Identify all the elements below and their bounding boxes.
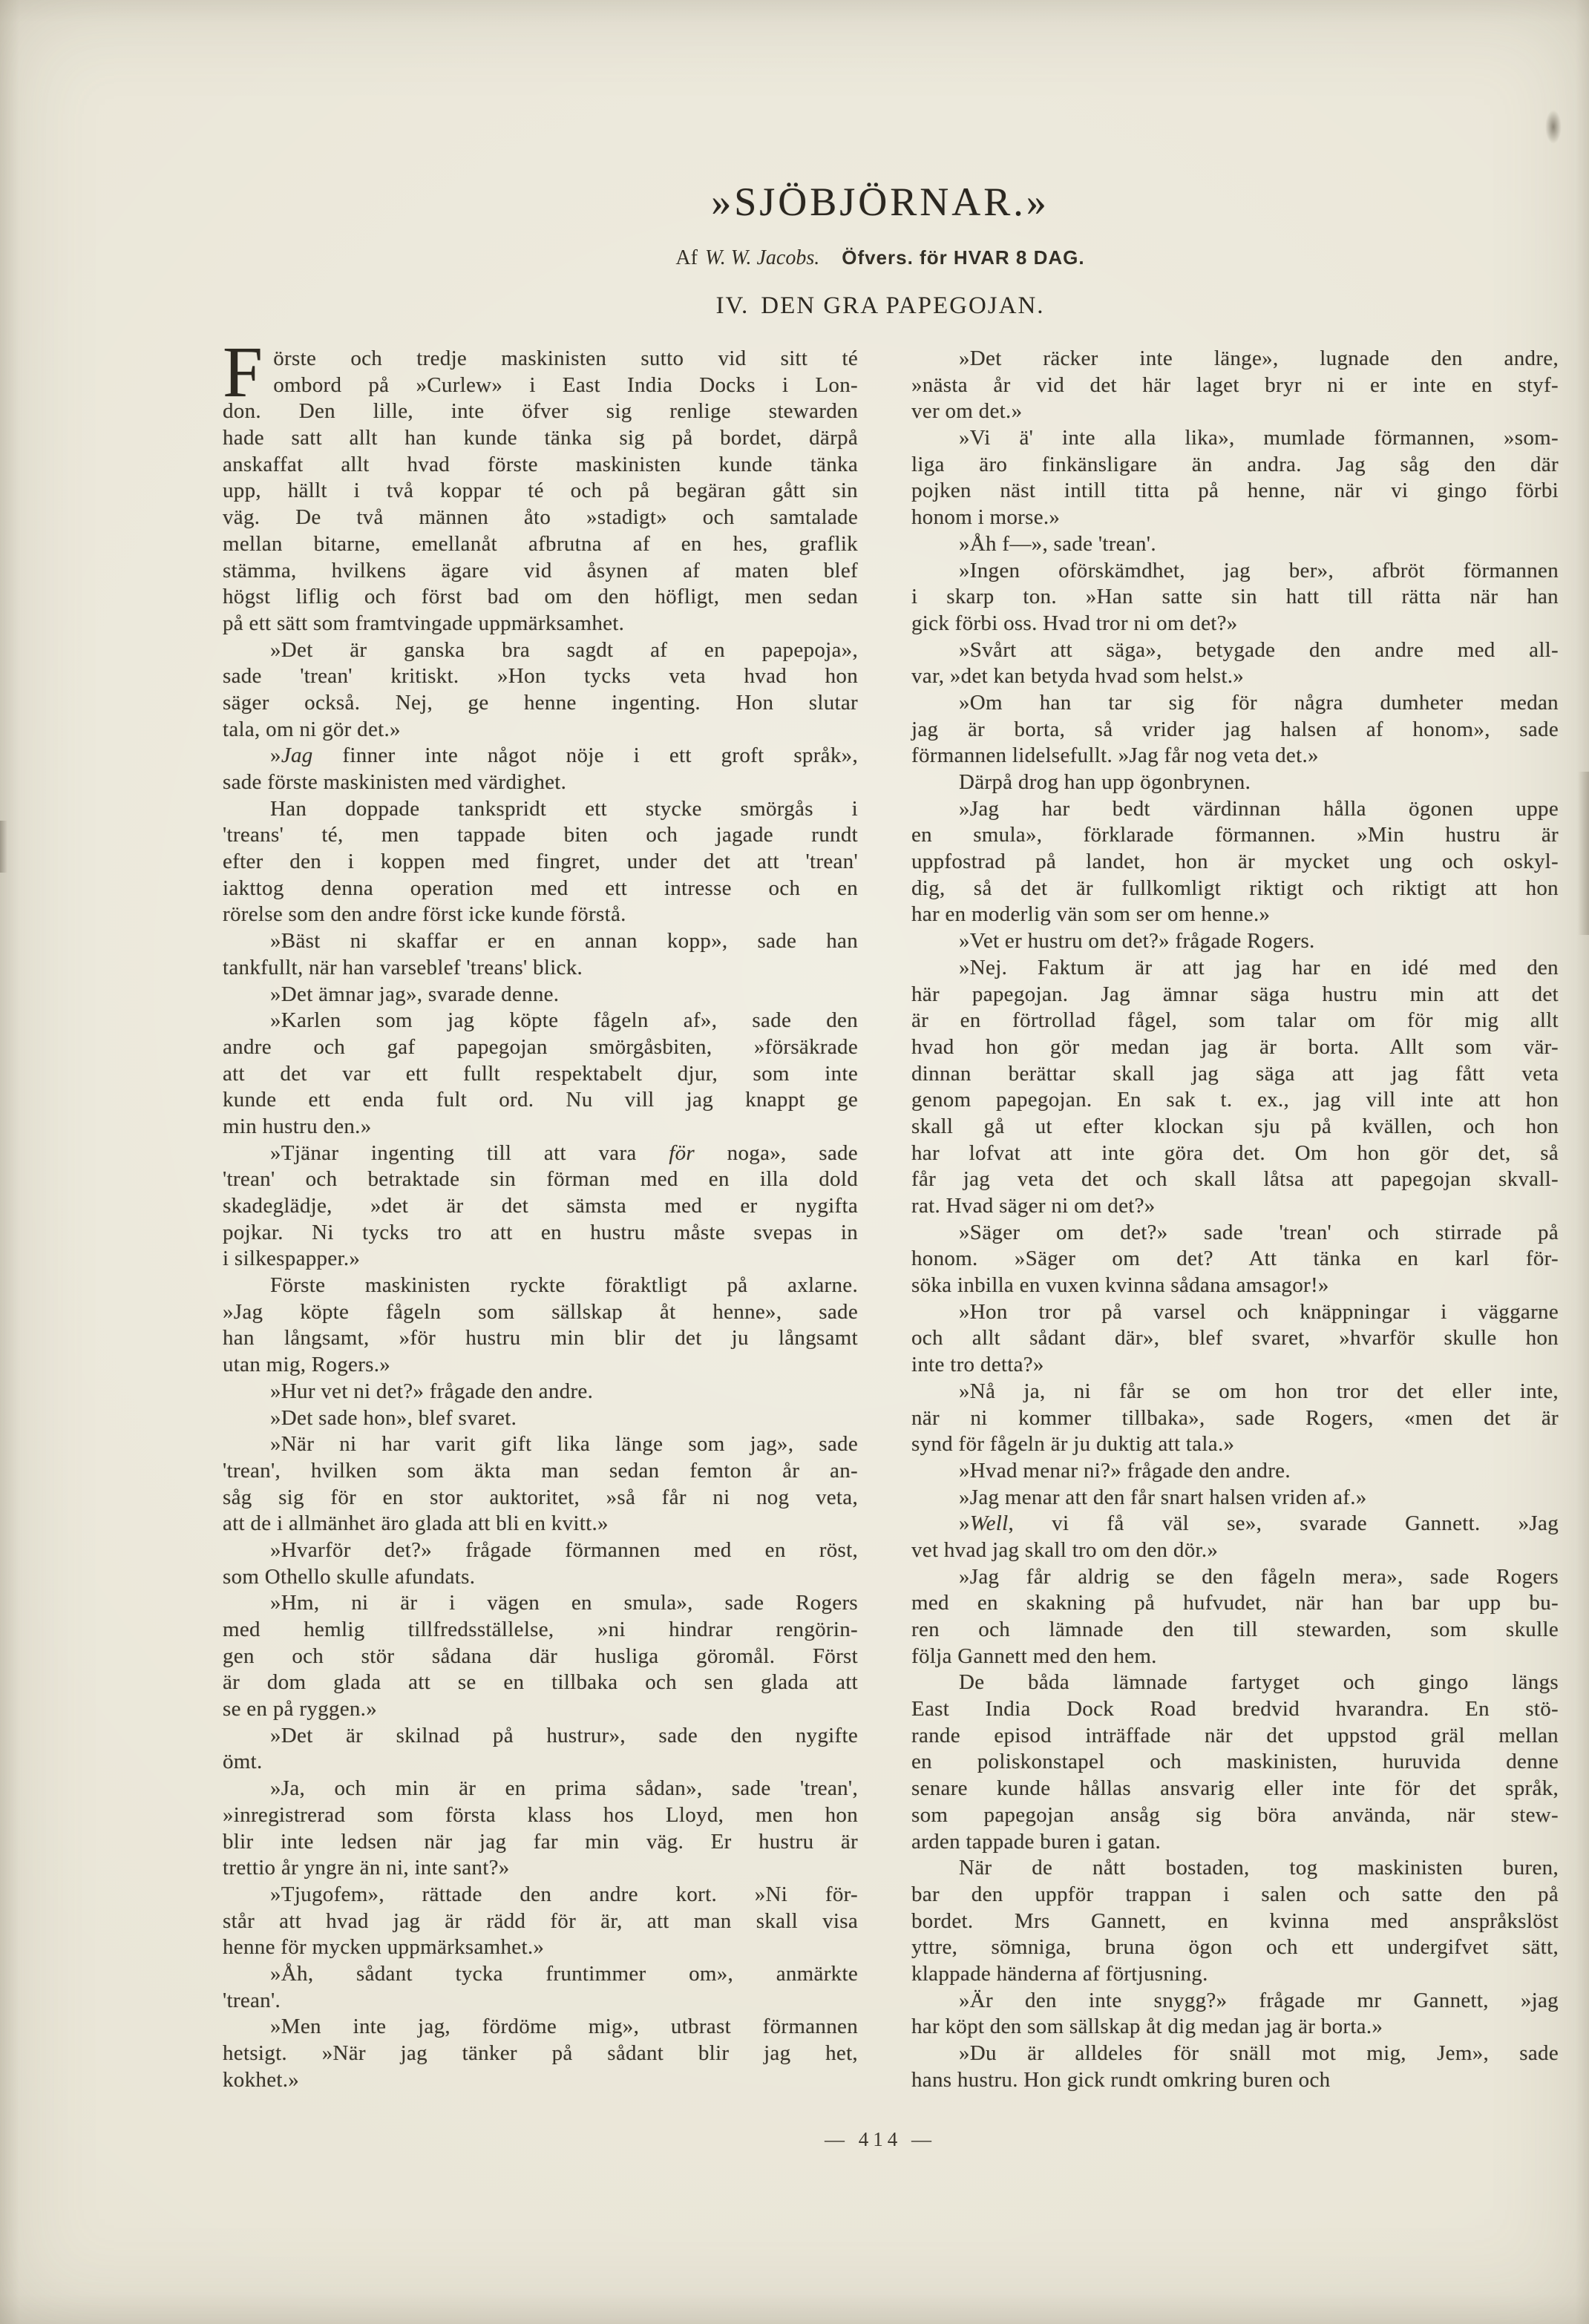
paragraph [911,955,1559,1220]
text-line: »Well, vi få väl se», svarade Gannett. »Jag [959,1511,1559,1536]
text-line: De båda lämnade fartyget och gingo längs [959,1670,1559,1695]
text-line: skall gå ut efter klockan sju på kvällen, och hon [911,1114,1559,1138]
text-line: Han doppade tankspridt ett stycke smörgås i [270,796,858,821]
text-line: »Nå ja, ni får se om hon tror det eller inte, [959,1379,1559,1403]
paragraph [223,743,858,795]
paragraph [223,637,858,744]
text-line: pojken näst intill titta på henne, när vi gingo förbi [911,479,1559,503]
text-line: »Är den inte snygg?» frågade mr Gannett, »jag [959,1988,1559,2012]
text-line: följa Gannett med den hem. [911,1644,1157,1668]
text-line: »nästa år vid det här laget bryr ni er inte en styf- [911,372,1559,397]
paragraph [223,1273,858,1379]
paragraph [911,1458,1559,1485]
text-line: söka inbilla en vuxen kvinna sådana amsagor!» [911,1273,1329,1298]
text-line: ver om det.» [911,399,1023,424]
text-line: 'trean' och betraktade sin förman med en illa dold [223,1167,858,1192]
text-line: »Åh, sådant tycka fruntimmer om», anmärkte [270,1961,858,1986]
text-line: inte tro detta?» [911,1353,1044,1377]
paragraph [223,1961,858,2014]
text-line: och allt sådant där», blef svaret, »hvarför skulle hon [911,1326,1559,1350]
text-line: högst liflig och först bad om den höfligt, men sedan [223,585,858,609]
text-line: »Hvad menar ni?» frågade den andre. [959,1458,1291,1483]
page-number: — 414 — [825,2128,936,2150]
text-line: »Hvarför det?» frågade förmannen med en röst, [270,1537,858,1562]
text-line: »Bäst ni skaffar er en annan kopp», sade han [270,929,858,953]
paragraph [911,1988,1559,2041]
left-text-column [223,332,858,2093]
text-line: »Jag köpte fågeln som sällskap åt henne», sade [223,1299,858,1324]
text-line: East India Dock Road bredvid hvarandra. En stö- [911,1697,1559,1721]
text-line: bordet. Mrs Gannett, en kvinna med anspråkslöst [911,1908,1559,1933]
paragraph [223,1140,858,1273]
text-line: i skarp ton. »Han satte sin hatt till rätta när han [911,585,1559,609]
text-line: hetsigt. »När jag tänker på sådant blir jag het, [223,2041,858,2065]
byline-prefix: Af [675,246,698,269]
text-line: stämma, hvilkens ägare vid åsynen af maten blef [223,558,858,582]
text-line: vet hvad jag skall tro om den dör.» [911,1537,1219,1562]
text-line: hvad hon gör medan jag är borta. Allt som vär- [911,1034,1559,1059]
paragraph [911,1485,1559,1511]
text-line: att det var ett fullt respektabelt djur, som inte [223,1061,858,1086]
story-title: »SJÖBJÖRNAR.» [711,180,1049,224]
text-line: 'treans' té, men tappade biten och jagade rundt [223,823,858,847]
text-line: »Jag menar att den får snart halsen vriden af.» [959,1485,1367,1509]
chapter-title: DEN GRA PAPEGOJAN. [761,292,1045,319]
text-line: upp, hällt i två koppar té och på begäran gått sin [223,479,858,503]
text-line: »Tjänar ingenting till att vara för noga», sade [270,1140,858,1165]
text-line: 'trean'. [223,1988,281,2012]
byline [223,246,1538,270]
text-line: rande episod inträffade när det uppstod gräl mellan [911,1723,1559,1747]
right-text-column [911,346,1559,2093]
text-line: kokhet.» [223,2067,300,2092]
paragraph [911,1220,1559,1299]
text-line: »När ni har varit gift lika länge som jag», sade [270,1432,858,1457]
text-line: står att hvad jag är rädd för är, att man skall visa [223,1908,858,1933]
text-line: med hemlig tillfredsställelse, »ni hindrar rengörin- [223,1618,858,1641]
text-line: gen och stör sådana där husliga göromål. Först [223,1644,858,1668]
text-line: som papegojan ansåg sig böra använda, när stew- [911,1802,1559,1827]
paragraph [223,1723,858,1776]
text-line: Förste och tredje maskinisten sutto vid sitt té [223,332,858,412]
text-line: har köpt den som sällskap åt dig medan jag är borta.» [911,2015,1383,2039]
text-line: klappade händerna af förtjusning. [911,1961,1208,1986]
paragraph [223,1882,858,1961]
paragraph [223,982,858,1008]
text-line: »Hon tror på varsel och knäppningar i väggarne [959,1299,1559,1324]
text-line: se en på ryggen.» [223,1697,378,1721]
chapter-heading [223,292,1538,319]
text-line: utan mig, Rogers.» [223,1353,391,1377]
text-line: pojkar. Ni tycks tro att en hustru måste svepas in [223,1220,858,1244]
paragraph [223,1379,858,1405]
text-line: en smula», förklarade förmannen. »Min hustru är [911,823,1559,847]
text-line: honom. »Säger om det? Att tänka en karl för- [911,1247,1559,1271]
text-line: sade förste maskinisten med värdighet. [223,770,567,794]
text-line: »Åh f—», sade 'trean'. [959,531,1156,556]
paragraph [223,1431,858,1537]
text-line: »Jag har bedt värdinnan hålla ögonen uppe [959,796,1559,821]
text-line: rörelse som den andre först icke kunde förstå. [223,902,626,927]
text-line: »Om han tar sig för några dumheter medan [959,690,1559,715]
text-line: »inregistrerad som första klass hos Lloyd, men hon [223,1802,858,1827]
scan-blemish [1545,110,1562,144]
text-line: mellan bitarne, emellanåt afbrutna af en hes, graflik [223,531,858,556]
text-line: han långsamt, »för hustru min blir det ju långsamt [223,1326,858,1350]
text-line: »Men inte jag, fördöme mig», utbrast förmannen [270,2015,858,2039]
paragraph [223,1405,858,1432]
drop-cap: F [223,332,263,412]
text-line: iakttog denna operation med ett intresse och en [223,876,858,900]
text-line: skadeglädje, »det är det sämsta med er nygifta [223,1194,858,1218]
text-line: »Jag får aldrig se den fågeln mera», sade Rogers [959,1564,1559,1589]
text-line: 'trean', hvilken som äkta man sedan femton år an- [223,1458,858,1483]
paragraph [911,2041,1559,2093]
text-line: honom i morse.» [911,505,1061,530]
paragraph [223,332,858,637]
text-line: hade satt allt han kunde tänka sig på bordet, därpå [223,426,858,450]
text-line: »Det ämnar jag», svarade denne. [270,982,560,1006]
text-line: »Säger om det?» sade 'trean' och stirrade på [959,1220,1559,1244]
text-line: »Ingen oförskämdhet, jag ber», afbröt förmannen [959,558,1559,582]
text-line: är en förtrollad fågel, som talar om för mig allt [911,1008,1559,1033]
text-line: »Det räcker inte länge», lugnade den andre, [959,347,1559,370]
paragraph [911,1299,1559,1379]
text-line: säger också. Nej, ge henne ingenting. Hon slutar [223,690,858,715]
text-line: rat. Hvad säger ni om det?» [911,1194,1156,1218]
text-line: »Du är alldeles för snäll mot mig, Jem», sade [959,2041,1559,2065]
text-line: efter den i koppen med fingret, under det att 'trean' [223,850,858,874]
text-line: liga äro finkänsligare än andra. Jag såg den där [911,452,1559,476]
paragraph [911,346,1559,425]
text-line: »Vi ä' inte alla lika», mumlade förmannen, »som- [959,426,1559,450]
text-line: var, »det kan betyda hvad som helst.» [911,664,1245,689]
paragraph [911,690,1559,769]
paragraph [911,531,1559,558]
text-line: med en skakning på hufvudet, när han bar upp bu- [911,1591,1559,1615]
text-line: uppfostrad på landet, hon är mycket ung och oskyl- [911,850,1559,874]
text-line: anskaffat allt hvad förste maskinisten kunde tänka [223,452,858,476]
text-line: »Vet er hustru om det?» frågade Rogers. [959,929,1315,953]
scan-edge-shading [1578,772,1589,935]
paragraph [911,1511,1559,1563]
text-line: genom papegojan. En sak t. ex., jag vill inte att hon [911,1088,1559,1112]
text-line: don. Den lille, inte öfver sig renlige stewarden [223,399,858,424]
text-line: ombord på »Curlew» i East India Docks i Lon- [273,372,858,397]
text-line: såg sig för en stor auktoritet, »så får ni nog veta, [223,1485,858,1509]
paragraph [223,1537,858,1590]
scan-edge-mark [0,821,7,873]
paragraph [223,1776,858,1882]
paragraph [223,796,858,928]
text-line: som Othello skulle afundats. [223,1564,476,1589]
text-line: här papegojan. Jag ämnar säga hustru min att det [911,982,1559,1006]
text-line: »Det är ganska bra sagdt af en papepoja», [270,637,858,662]
text-line: När de nått bostaden, tog maskinisten buren, [959,1856,1559,1880]
text-line: »Ja, och min är en prima sådan», sade 'trean', [270,1776,858,1801]
text-line: »Karlen som jag köpte fågeln af», sade den [270,1008,858,1033]
text-line: att de i allmänhet äro glada att bli en kvitt.» [223,1511,609,1536]
text-line: bar den uppför trappan i salen och satte den på [911,1882,1559,1906]
text-line: tala, om ni gör det.» [223,717,401,741]
text-line: har lofvat att inte göra det. Om hon gör det, så [911,1140,1559,1165]
text-line: »Jag finner inte något nöje i ett groft språk», [270,744,858,768]
text-line: ren och lämnade den till stewarden, som skulle [911,1618,1559,1641]
paragraph [911,928,1559,955]
paragraph [911,637,1559,690]
text-line: är dom glada att se en tillbaka och sen glada att [223,1670,858,1695]
byline-translation-note: Öfvers. för HVAR 8 DAG. [842,246,1085,269]
text-line: »Nej. Faktum är att jag har en idé med den [959,955,1559,979]
text-line: i silkespapper.» [223,1247,361,1271]
chapter-numeral: IV. [715,292,750,319]
text-line: »Hur vet ni det?» frågade den andre. [270,1379,594,1403]
text-line: kunde ett enda fult ord. Nu vill jag knappt ge [223,1088,858,1112]
text-line: förmannen lidelsefullt. »Jag får nog veta det.» [911,744,1319,768]
paragraph [911,1564,1559,1670]
paragraph [911,769,1559,796]
paragraph [223,1008,858,1140]
paragraph [911,558,1559,637]
text-line: yttre, sömniga, bruna ögon och ett undergifvet sätt, [911,1935,1559,1960]
text-line: dinnan berättar skall jag säga att jag fått veta [911,1061,1559,1086]
text-line: en poliskonstapel och maskinisten, huruvida denne [911,1750,1559,1774]
text-line: andre och gaf papegojan smörgåsbiten, »försäkrade [223,1034,858,1059]
byline-author: W. W. Jacobs. [704,246,820,269]
text-line: hans hustru. Hon gick rundt omkring buren och [911,2067,1331,2092]
text-line: »Svårt att säga», betygade den andre med all- [959,637,1559,662]
paragraph [911,1379,1559,1458]
text-line: trettio år yngre än ni, inte sant?» [223,1856,510,1880]
text-line: min hustru den.» [223,1114,372,1138]
text-line: har en moderlig vän som ser om henne.» [911,902,1271,927]
text-line: jag är borta, så vrider jag halsen af honom», sade [911,717,1559,741]
text-line: »Hm, ni är i vägen en smula», sade Rogers [270,1591,858,1615]
text-line: »Tjugofem», rättade den andre kort. »Ni för- [270,1882,858,1906]
text-line: sade 'trean' kritiskt. »Hon tycks veta hvad hon [223,664,858,689]
text-line: »Det är skilnad på hustrur», sade den nygifte [270,1723,858,1747]
text-line: synd för fågeln är ju duktig att tala.» [911,1432,1235,1457]
paragraph [223,1590,858,1722]
text-line: tankfullt, när han varseblef 'treans' blick. [223,955,583,979]
text-line: får jag veta det och skall låtsa att papegojan skvall- [911,1167,1559,1192]
text-line: senare kunde hållas ansvarig eller inte för det språk, [911,1776,1559,1801]
paragraph [911,1670,1559,1855]
text-line: dig, så det är fullkomligt riktigt och riktigt att hon [911,876,1559,900]
paragraph [223,2014,858,2093]
text-line: Därpå drog han upp ögonbrynen. [959,770,1251,794]
paragraph [911,1855,1559,1987]
text-line: väg. De två männen åto »stadigt» och samtalade [223,505,858,530]
text-line: gick förbi oss. Hvad tror ni om det?» [911,611,1238,635]
text-line: arden tappade buren i gatan. [911,1829,1162,1854]
paragraph [223,928,858,981]
paragraph [911,425,1559,531]
text-line: »Det sade hon», blef svaret. [270,1405,517,1430]
text-line: när ni kommer tillbaka», sade Rogers, «men det är [911,1405,1559,1430]
text-line: ömt. [223,1750,263,1774]
text-line: henne för mycken uppmärksamhet.» [223,1935,545,1960]
text-line: Förste maskinisten ryckte föraktligt på axlarne. [270,1273,858,1298]
text-line: på ett sätt som framtvingade uppmärksamhet. [223,611,625,635]
text-line: blir inte ledsen när jag far min väg. Er hustru är [223,1829,858,1854]
paragraph [911,796,1559,928]
